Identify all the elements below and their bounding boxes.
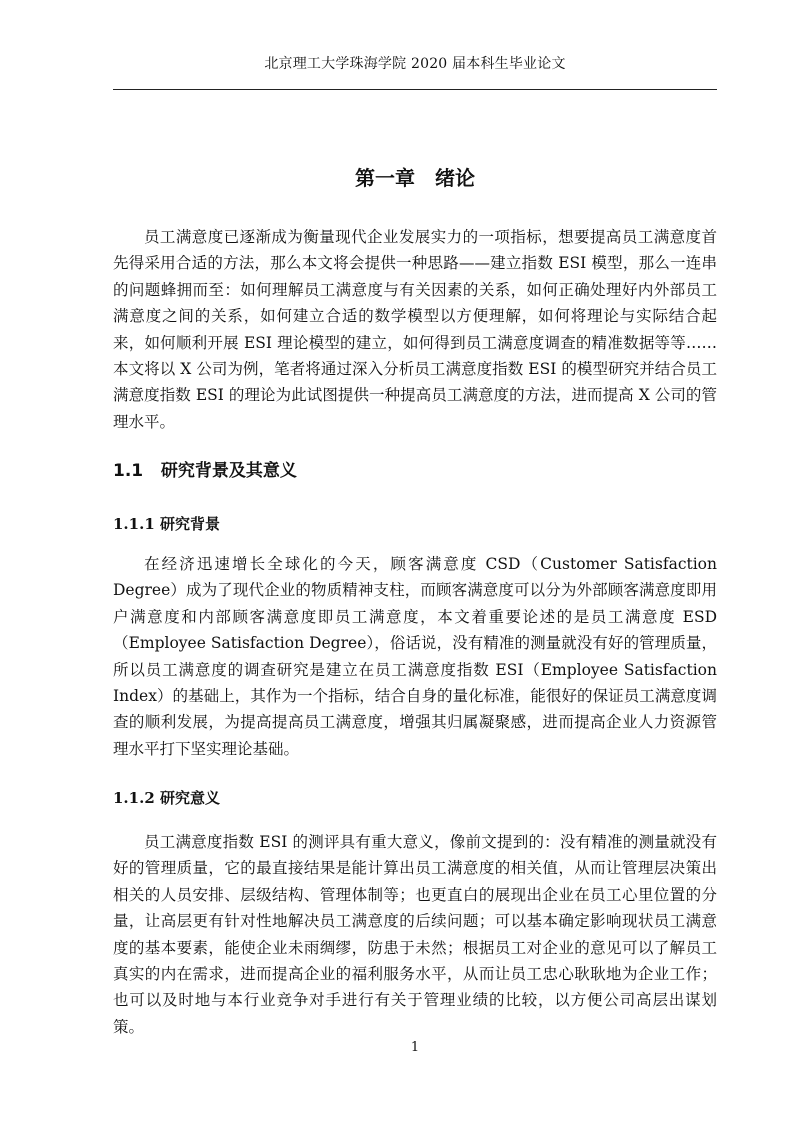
section-heading-1-1: 1.1 研究背景及其意义 bbox=[113, 461, 297, 481]
section-heading-1-1-2: 1.1.2 研究意义 bbox=[113, 789, 220, 807]
background-paragraph: 在经济迅速增长全球化的今天，顾客满意度 CSD（Customer Satisfaction Degree）成为了现代企业的物质精神支柱，而顾客满意度可以分为外部顾客满意度即用户满意度和内部顾客满意度即员工满意度，本文着重要论述的是员工满意度 ESD（Employee Satisfaction Degree），俗话说，没有精准的测量就没有好的管理质量，所以员工满意度的调查研究是建立在员工满意度指数 ESI（Employee Satisfaction Index）的基础上，其作为一个指标，结合自身的量化标准，能很好的保证员工满意度调查的顺利发展，为提高提高员工满意度，增强其归属凝聚感，进而提高企业人力资源管理水平打下坚实理论基础。 bbox=[113, 555, 717, 758]
page-header bbox=[113, 50, 717, 90]
header-text: 北京理工大学珠海学院 2020 届本科生毕业论文 bbox=[264, 56, 566, 72]
chapter-title: 第一章 绪论 bbox=[355, 166, 475, 190]
section-heading-1-1-1: 1.1.1 研究背景 bbox=[113, 515, 220, 533]
significance-paragraph: 员工满意度指数 ESI 的测评具有重大意义，像前文提到的：没有精准的测量就没有好的管理质量，它的最直接结果是能计算出员工满意度的相关值，从而让管理层决策出相关的人员安排、层级结构、管理体制等；也更直白的展现出企业在员工心里位置的分量，让高层更有针对性地解决员工满意度的后续问题；可以基本确定影响现状员工满意度的基本要素，能使企业未雨绸缪，防患于未然；根据员工对企业的意见可以了解员工真实的内在需求，进而提高企业的福利服务水平，从而让员工忠心耿耿地为企业工作；也可以及时地与本行业竞争对手进行有关于管理业绩的比较，以方便公司高层出谋划策。 bbox=[113, 833, 717, 1036]
page-number: 1 bbox=[410, 1040, 420, 1055]
intro-paragraph: 员工满意度已逐渐成为衡量现代企业发展实力的一项指标，想要提高员工满意度首先得采用合适的方法，那么本文将会提供一种思路——建立指数 ESI 模型，那么一连串的问题蜂拥而至：如何理解员工满意度与有关因素的关系，如何正确处理好内外部员工满意度之间的关系，如何建立合适的数学模型以方便理解，如何将理论与实际结合起来，如何顺利开展 ESI 理论模型的建立，如何得到员工满意度调查的精准数据等等……本文将以 X 公司为例，笔者将通过深入分析员工满意度指数 ESI 的模型研究并结合员工满意度指数 ESI 的理论为此试图提供一种提高员工满意度的方法，进而提高 X 公司的管理水平。 bbox=[113, 228, 717, 431]
